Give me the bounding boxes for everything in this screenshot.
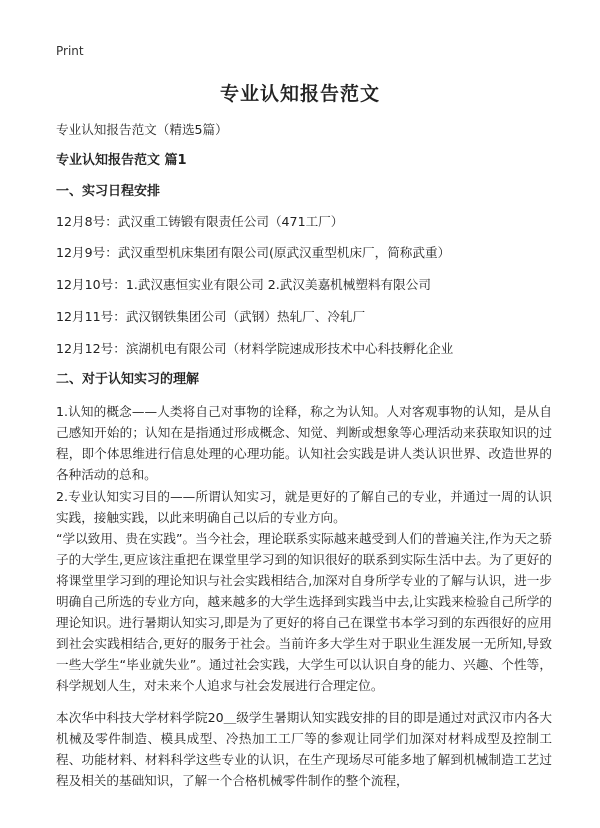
schedule-item-3: 12月10号：1.武汉惠恒实业有限公司 2.武汉美嘉机械塑料有限公司 [56,277,431,292]
print-label[interactable]: Print [56,44,84,58]
document-subtitle: 专业认知报告范文（精选5篇） [56,122,228,137]
paragraph-purpose: 2.专业认知实习目的——所谓认知实习，就是更好的了解自己的专业，并通过一周的认识实践，接触实践，以此来明确自己以后的专业方向。 [56,489,552,525]
section-heading: 专业认知报告范文 篇1 [56,153,187,168]
schedule-item-1: 12月8号：武汉重工铸锻有限责任公司（471工厂） [56,214,344,229]
paragraph-cognition: 1.认知的概念——人类将自己对事物的诠释，称之为认知。人对客观事物的认知，是从自己感知开始的；认知在是指通过形成概念、知觉、判断或想象等心理活动来获取知识的过程，即个体思维进行信息处理的心理功能。认知社会实践是讲人类认识世界、改造世界的各种活动的总和。 [56,404,552,482]
heading-schedule: 一、实习日程安排 [56,184,161,199]
paragraph-practice: “学以致用、贵在实践”。当今社会，理论联系实际越来越受到人们的普遍关注,作为天之骄子的大学生,更应该注重把在课堂里学习到的知识很好的联系到实际生活中去。为了更好的将课堂里学习到的理论知识与社会实践相结合,加深对自身所学专业的了解与认识，进一步明确自己所选的专业方向，越来越多的大学生选择到实践当中去,让实践来检验自己所学的理论知识。进行暑期认知实习,即是为了更好的将自己在课堂书本学习到的东西很好的应用到社会实践相结合,更好的服务于社会。当前许多大学生对于职业生涯发展一无所知,导致一些大学生“毕业就失业”。通过社会实践，大学生可以认识自身的能力、兴趣、个性等，科学规划人生，对未来个人追求与社会发展进行合理定位。 [56,531,552,693]
document-title: 专业认知报告范文 [219,83,380,105]
schedule-item-5: 12月12号：滨湖机电有限公司（材料学院速成形技术中心科技孵化企业 [56,341,454,356]
schedule-item-2: 12月9号：武汉重型机床集团有限公司(原武汉重型机床厂，简称武重） [56,245,451,260]
heading-understanding: 二、对于认知实习的理解 [56,372,200,387]
schedule-item-4: 12月11号：武汉钢铁集团公司（武钢）热轧厂、冷轧厂 [56,309,366,324]
paragraph-arrangement: 本次华中科技大学材料学院20＿级学生暑期认知实践安排的目的即是通过对武汉市内各大机械及零件制造、模具成型、冷热加工工厂等的参观让同学们加深对材料成型及控制工程、功能材料、材料科学这些专业的认识，在生产现场尽可能多地了解到机械制造工艺过程及相关的基础知识，了解一个合格机械零件制作的整个流程， [56,710,552,788]
